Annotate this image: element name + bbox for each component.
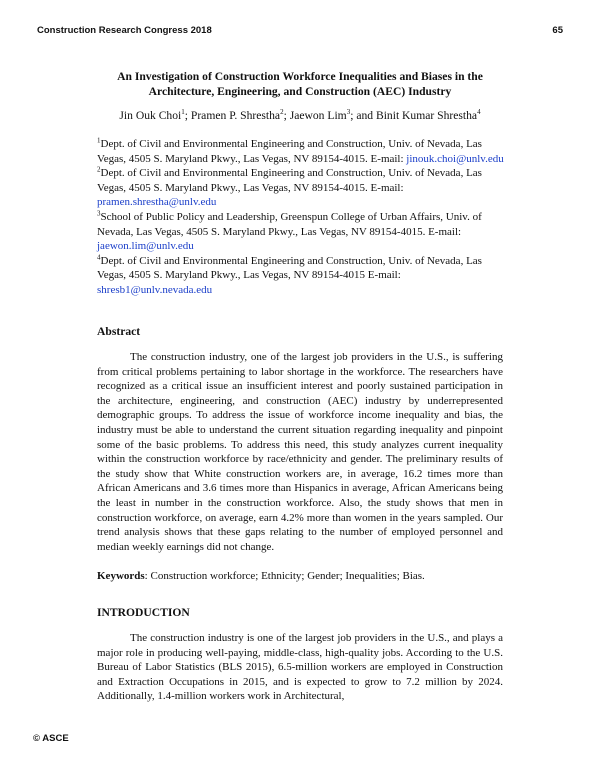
author-affiliation-mark: 3 bbox=[346, 108, 351, 117]
introduction-body: The construction industry is one of the largest job providers in the U.S., and plays a major role in producing well-paying, middle-class, high-quality jobs. According to the U.S. Bureau of Labor Statistics (BLS 2015), 6.5-million workers are employed in Construction and Extraction Occupations in 2015, and is expected to grow to 7.2 million by 2024. Additionally, 1.4-million workers work in Architectural, bbox=[97, 632, 503, 703]
affiliation bbox=[97, 210, 507, 254]
abstract-heading: Abstract bbox=[97, 325, 141, 338]
introduction-heading: INTRODUCTION bbox=[97, 606, 190, 619]
affiliation-number: 3 bbox=[97, 209, 101, 218]
affiliation-text: Dept. of Civil and Environmental Engineering and Construction, Univ. of Nevada, Las Vegas, 4505 S. Maryland Pkwy., Las Vegas, NV 89154-4015. E-mail: bbox=[97, 167, 482, 194]
keywords-label: Keywords bbox=[97, 570, 145, 582]
keywords bbox=[97, 569, 503, 584]
affiliation-number: 2 bbox=[97, 165, 101, 174]
author-name: Pramen P. Shrestha bbox=[190, 109, 281, 122]
copyright-footer: © ASCE bbox=[33, 733, 69, 744]
keywords-text: : Construction workforce; Ethnicity; Gender; Inequalities; Bias. bbox=[144, 570, 425, 582]
email-link[interactable]: shresb1@unlv.nevada.edu bbox=[97, 283, 213, 296]
affiliation-number: 1 bbox=[97, 136, 101, 145]
running-header bbox=[37, 25, 563, 39]
email-link[interactable]: jaewon.lim@unlv.edu bbox=[97, 240, 194, 253]
author-affiliation-mark: 2 bbox=[280, 108, 284, 117]
affiliation bbox=[97, 166, 507, 210]
abstract-body: The construction industry, one of the largest job providers in the U.S., is suffering from critical problems pertaining to labor shortage in the workforce. The researchers have recognized as a critical issue an insufficient interest and poorly sustained participation in the architecture, engineering, and construction (AEC) industry by underrepresented demographic groups. To address the issue of workforce income inequality and bias, the industry must be able to understand the current situation regarding inequality and pinpoint some of the basic problems. To address this need, this study analyzes current inequality within the construction workforce by race/ethnicity and gender. The preliminary results of the study show that White construction workers are, in average, 16.2 times more than African Americans and 3.6 times more than Hispanics in average, African Americans being the least in number in the construction workforce. Also, the study shows that men in construction workforce, on average, earn 4.2% more than women in the years sampled. Our trend analysis shows that these gaps relating to the number of employed personnel and median weekly earnings did not change. bbox=[97, 351, 503, 553]
email-link[interactable]: pramen.shrestha@unlv.edu bbox=[97, 196, 217, 209]
email-link[interactable]: jinouk.choi@unlv.edu bbox=[406, 152, 504, 165]
author-affiliation-mark: 1 bbox=[181, 108, 185, 117]
title-line-1: An Investigation of Construction Workforce Inequalities and Biases in the bbox=[117, 70, 483, 83]
affiliation-text: Dept. of Civil and Environmental Engineering and Construction, Univ. of Nevada, Las Vegas, 4505 S. Maryland Pkwy., Las Vegas, NV 89154-4015 E-mail: bbox=[97, 254, 482, 282]
author-separator: ; bbox=[283, 109, 290, 122]
author-list bbox=[60, 108, 540, 123]
author-name: Jin Ouk Choi bbox=[119, 109, 182, 122]
affiliation-text: Dept. of Civil and Environmental Engineering and Construction, Univ. of Nevada, Las Vegas, 4505 S. Maryland Pkwy., Las Vegas, NV 89154-4015. E-mail: bbox=[97, 138, 482, 165]
conference-name: Construction Research Congress 2018 bbox=[37, 25, 212, 36]
author-name: Binit Kumar Shrestha bbox=[375, 109, 478, 122]
author-name: Jaewon Lim bbox=[289, 109, 347, 122]
affiliation-text: School of Public Policy and Leadership, Greenspun College of Urban Affairs, Univ. of Nevada, Las Vegas, 4505 S. Maryland Pkwy., Las Vegas, NV 89154-4015. E-mail: bbox=[97, 210, 482, 238]
affiliation-number: 4 bbox=[97, 253, 101, 262]
affiliation bbox=[97, 254, 507, 298]
author-separator: ; and bbox=[350, 109, 376, 122]
title-line-2: Architecture, Engineering, and Construction (AEC) Industry bbox=[148, 85, 452, 98]
author-affiliation-mark: 4 bbox=[477, 108, 481, 117]
affiliations bbox=[97, 137, 507, 298]
author-separator: ; bbox=[184, 109, 191, 122]
page-number: 65 bbox=[552, 25, 563, 36]
affiliation bbox=[97, 137, 507, 166]
paper-title bbox=[80, 69, 520, 99]
